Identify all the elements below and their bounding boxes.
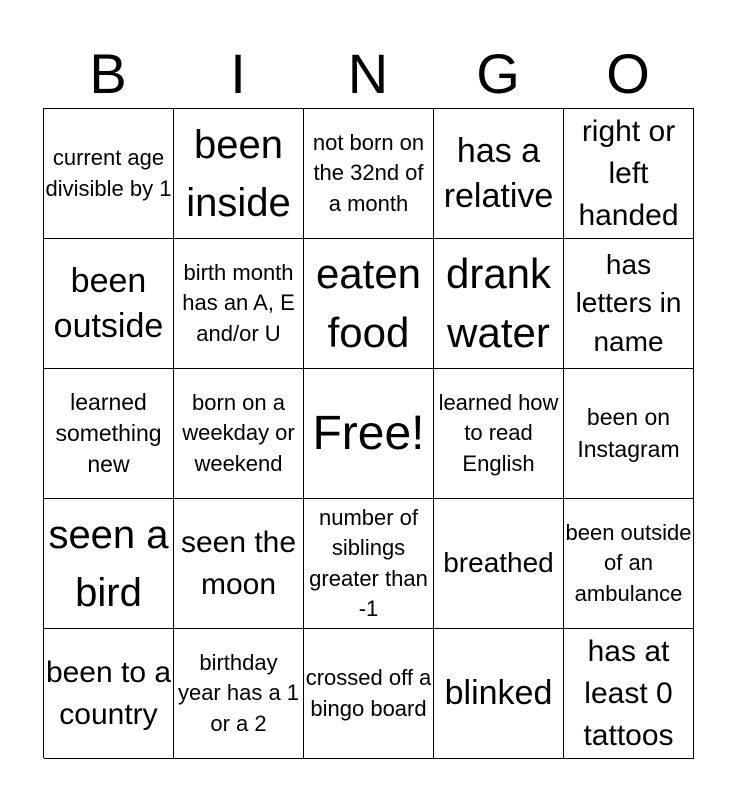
bingo-cell[interactable] xyxy=(564,239,694,369)
bingo-cell[interactable] xyxy=(174,109,304,239)
bingo-cell[interactable] xyxy=(564,629,694,759)
cell-label: learned how to read English xyxy=(438,389,559,476)
bingo-header xyxy=(43,40,693,108)
bingo-cell[interactable] xyxy=(174,629,304,759)
bingo-cell[interactable] xyxy=(564,109,694,239)
cell-label: has at least 0 tattoos xyxy=(583,634,674,752)
bingo-cell[interactable] xyxy=(44,369,174,499)
header-letter-o: O xyxy=(606,42,650,105)
bingo-cell[interactable] xyxy=(434,109,564,239)
bingo-cell[interactable] xyxy=(304,239,434,369)
free-space[interactable] xyxy=(304,369,434,499)
cell-label: right or left handed xyxy=(578,114,679,232)
bingo-cell[interactable] xyxy=(434,369,564,499)
cell-label: born on a weekday or weekend xyxy=(182,389,295,476)
bingo-cell[interactable] xyxy=(44,629,174,759)
header-letter-b: B xyxy=(89,42,127,105)
cell-label: been on Instagram xyxy=(577,404,680,462)
cell-label: seen a bird xyxy=(48,512,169,615)
cell-label: been to a country xyxy=(45,655,172,731)
bingo-cell[interactable] xyxy=(304,629,434,759)
bingo-cell[interactable] xyxy=(174,369,304,499)
bingo-cell[interactable] xyxy=(304,109,434,239)
header-letter-i: I xyxy=(230,42,246,105)
bingo-cell[interactable] xyxy=(564,499,694,629)
bingo-cell[interactable] xyxy=(564,369,694,499)
bingo-cell[interactable] xyxy=(434,239,564,369)
cell-label: drank water xyxy=(445,249,552,356)
cell-label: current age divisible by 1 xyxy=(45,145,172,201)
cell-label: not born on the 32nd of a month xyxy=(312,129,425,216)
cell-label: birthday year has a 1 or a 2 xyxy=(177,649,300,736)
bingo-cell[interactable] xyxy=(434,499,564,629)
cell-label: seen the moon xyxy=(180,525,297,601)
bingo-cell[interactable] xyxy=(174,499,304,629)
cell-label: has a relative xyxy=(443,131,554,215)
cell-label: been inside xyxy=(186,122,291,225)
header-letter-g: G xyxy=(476,42,520,105)
bingo-cell[interactable] xyxy=(44,109,174,239)
bingo-board xyxy=(43,108,694,758)
bingo-cell[interactable] xyxy=(304,499,434,629)
cell-label: been outside of an ambulance xyxy=(565,519,692,606)
bingo-cell[interactable] xyxy=(44,499,174,629)
cell-label: number of siblings greater than -1 xyxy=(309,504,428,621)
cell-label: breathed xyxy=(443,547,554,579)
cell-label: blinked xyxy=(444,674,553,713)
cell-label: birth month has an A, E and/or U xyxy=(182,259,295,346)
free-space-label: Free! xyxy=(312,406,425,460)
bingo-cell[interactable] xyxy=(44,239,174,369)
bingo-cell[interactable] xyxy=(174,239,304,369)
cell-label: crossed off a bingo board xyxy=(305,665,432,721)
cell-label: has letters in name xyxy=(575,248,682,357)
cell-label: eaten food xyxy=(315,249,422,356)
bingo-cell[interactable] xyxy=(434,629,564,759)
header-letter-n: N xyxy=(347,42,389,105)
cell-label: been outside xyxy=(53,261,164,345)
cell-label: learned something new xyxy=(55,388,162,478)
